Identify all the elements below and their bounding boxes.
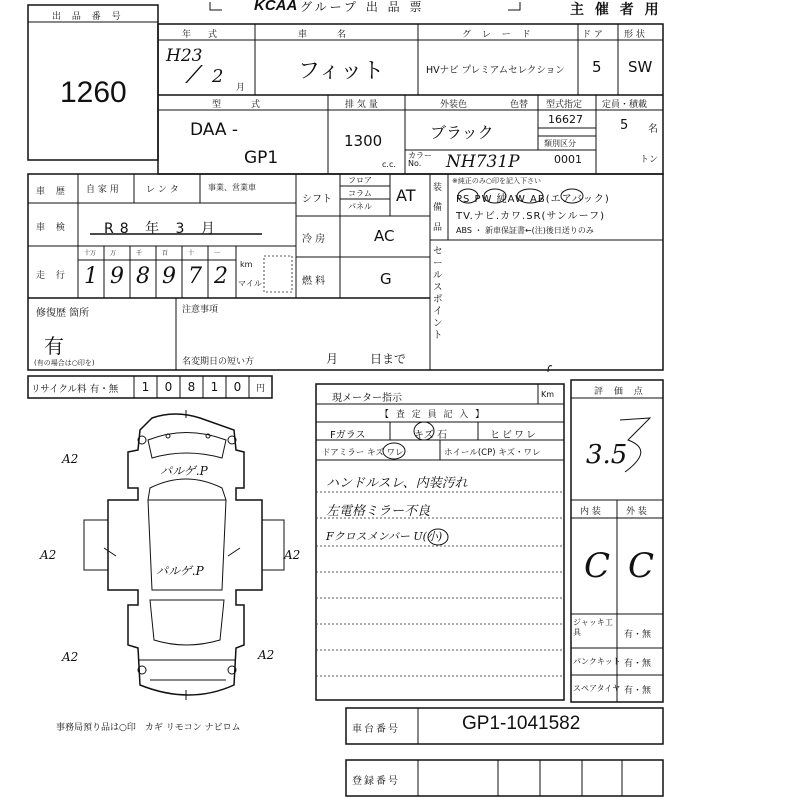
year-header: 年 式	[182, 30, 222, 40]
diagram-note-hood: パルゲ.P	[160, 464, 208, 478]
interior-label: 内 装	[580, 507, 601, 517]
fuel-value: G	[380, 270, 392, 288]
remark-2: 左電格ミラー不良	[326, 504, 431, 519]
mileage-km-unit: km	[240, 260, 253, 269]
car-diagram	[84, 410, 284, 700]
form-title: グループ 出 品 票	[300, 0, 425, 14]
displacement-value: 1300	[344, 132, 383, 150]
spare-tire-label: スペアタイヤ	[573, 684, 621, 693]
jack-tools-value: 有・無	[624, 630, 652, 640]
meter-label: 現メーター指示	[332, 393, 402, 404]
year-month: 2	[212, 66, 224, 87]
damage-mark-front-left: A2	[62, 452, 79, 466]
meter-unit: Km	[541, 390, 555, 399]
year-era: H23	[166, 46, 203, 66]
chassis-label: 車台番号	[352, 724, 400, 735]
notes-label: 注意事項	[182, 305, 219, 315]
mileage-units	[84, 248, 242, 257]
model-name: フィット	[298, 59, 385, 84]
recycle-digits	[134, 380, 249, 394]
history-private: 自 家 用	[86, 185, 119, 195]
organizer-label: 主 催 者 用	[570, 2, 662, 18]
damage-mark-rear-left: A2	[62, 650, 79, 664]
name-change-day: 日まで	[370, 352, 407, 366]
recycle-digit: 8	[187, 380, 196, 394]
color-change-header: 色替	[510, 100, 529, 110]
mileage-digit: 9	[110, 264, 124, 289]
grade-header: グ レ ー ド	[462, 30, 535, 40]
interior-grade: C	[584, 546, 611, 586]
inspection-label: 車 検	[36, 223, 69, 233]
sales-point-label: セールスポイント	[433, 246, 443, 341]
remark-3: Fクロスメンバー U(小)	[326, 530, 443, 543]
equipment-label: 装備品	[433, 183, 443, 233]
color-no-value: NH731P	[446, 152, 520, 172]
mileage-mile-unit: マイル	[238, 279, 262, 288]
damage-mark-left: A2	[40, 548, 57, 562]
type-prefix: DAA -	[190, 120, 239, 140]
color-no-label: カラーNo.	[408, 151, 432, 168]
mileage-unit: 万	[110, 250, 117, 257]
body-type-header: 形 状	[624, 30, 645, 40]
recycle-digit: 1	[210, 380, 219, 394]
name-change-label: 名変期日の短い方	[182, 357, 255, 367]
mileage-digits	[84, 264, 242, 289]
damage-mark-right: A2	[284, 548, 301, 562]
equipment-line-1: PS PW 純AW AB(エアバック)	[456, 194, 610, 205]
color-header: 外装色	[440, 100, 468, 110]
mileage-digit: 1	[84, 264, 98, 289]
mirror-label: ドアミラー キズ ワレ	[322, 448, 404, 458]
shift-label: シフト	[302, 194, 332, 205]
mileage-digit: 9	[162, 264, 176, 289]
exterior-label: 外 装	[626, 507, 647, 517]
shift-value: AT	[396, 186, 416, 205]
history-label: 車 歴	[36, 187, 69, 197]
equipment-line-3: ABS ・ 新車保証書←(注)後日送りのみ	[456, 226, 594, 235]
mileage-unit: 一	[214, 250, 221, 257]
type-designation-header: 型式指定	[546, 100, 583, 110]
wheel-label: ホイール(CP) キズ・ワレ	[444, 448, 541, 458]
repair-value: 有	[44, 334, 64, 358]
rating-score: 3.5	[586, 440, 628, 470]
recycle-digit: 0	[233, 380, 242, 394]
lot-number: 1260	[60, 76, 127, 109]
doors-value: 5	[592, 58, 602, 76]
repair-note: (有の場合は○印を)	[34, 359, 95, 367]
inspection-value: R8 年 3 月	[104, 221, 221, 237]
glass-label: Fガラス	[330, 430, 366, 441]
spare-tire-value: 有・無	[624, 686, 652, 696]
recycle-unit: 円	[256, 384, 266, 394]
shift-floor: フロア	[348, 176, 372, 185]
mileage-label: 走 行	[36, 271, 69, 281]
repair-label: 修復歴 箇所	[36, 308, 90, 319]
shift-panel: パネル	[348, 202, 372, 211]
type-code: GP1	[244, 148, 279, 168]
crack-label: ヒビワレ	[490, 430, 538, 441]
class-header: 類別区分	[544, 139, 576, 148]
ac-value: AC	[374, 227, 395, 245]
mileage-digit: 2	[214, 264, 228, 289]
history-commercial: 事業、営業車	[208, 183, 256, 192]
type-designation-value: 16627	[548, 113, 583, 126]
mileage-unit: 千	[136, 250, 143, 257]
mileage-unit: 十	[188, 250, 195, 257]
registration-label: 登録番号	[352, 776, 400, 787]
mileage-unit: 百	[162, 250, 169, 257]
capacity-header: 定員・積載	[602, 100, 648, 110]
body-type-value: SW	[628, 58, 653, 76]
fuel-label: 燃 料	[302, 276, 326, 287]
jack-tools-label: ジャッキ工具	[573, 618, 613, 637]
recycle-digit: 1	[141, 380, 150, 394]
grade-value: HVナビ プレミアムセレクション	[426, 65, 565, 76]
recycle-digit: 0	[164, 380, 173, 394]
lot-number-label: 出 品 番 号	[52, 12, 125, 22]
diagram-note-roof: パルゲ.P	[156, 564, 204, 578]
puncture-kit-value: 有・無	[624, 659, 652, 669]
cc-unit: c.c.	[382, 160, 396, 169]
name-change-month: 月	[326, 352, 339, 366]
inspector-section-label: 【 査 定 員 記 入 】	[380, 410, 487, 420]
remark-1: ハンドルスレ、内装汚れ	[326, 476, 468, 491]
color-value: ブラック	[430, 123, 494, 142]
capacity-value: 5	[620, 118, 629, 133]
load-unit: トン	[640, 155, 659, 165]
type-header: 型 式	[212, 100, 265, 110]
rating-label: 評 価 点	[594, 387, 647, 397]
damage-mark-rear-right: A2	[258, 648, 275, 662]
model-name-header: 車 名	[298, 30, 351, 40]
doors-header: ド ア	[582, 30, 603, 40]
year-slash: /	[182, 62, 205, 87]
scratch-stone-label: キズ 石	[414, 430, 447, 441]
recycle-label: リサイクル料 有・無	[31, 384, 119, 395]
history-rental: レ ン タ	[146, 185, 179, 195]
puncture-kit-label: パンクキット	[573, 657, 621, 666]
mileage-unit: 十万	[84, 250, 97, 257]
office-storage-note: 事務局預り品は○印 カギ リモコン ナビロム	[56, 723, 241, 733]
logo: KCAA	[254, 0, 298, 14]
capacity-unit: 名	[648, 124, 658, 135]
equipment-line-2: TV.ナビ.カワ.SR(サンルーフ)	[456, 211, 606, 222]
class-value: 0001	[554, 153, 582, 166]
mileage-digit: 8	[136, 264, 150, 289]
exterior-grade: C	[628, 546, 655, 586]
ac-label: 冷 房	[302, 234, 326, 245]
chassis-number: GP1-1041582	[462, 713, 581, 734]
equipment-note: ※純正のみ○印を記入下さい	[452, 177, 541, 185]
month-unit: 月	[236, 83, 246, 93]
mileage-digit: 7	[188, 264, 202, 289]
shift-column: コラム	[348, 189, 372, 198]
displacement-header: 排 気 量	[345, 100, 378, 110]
